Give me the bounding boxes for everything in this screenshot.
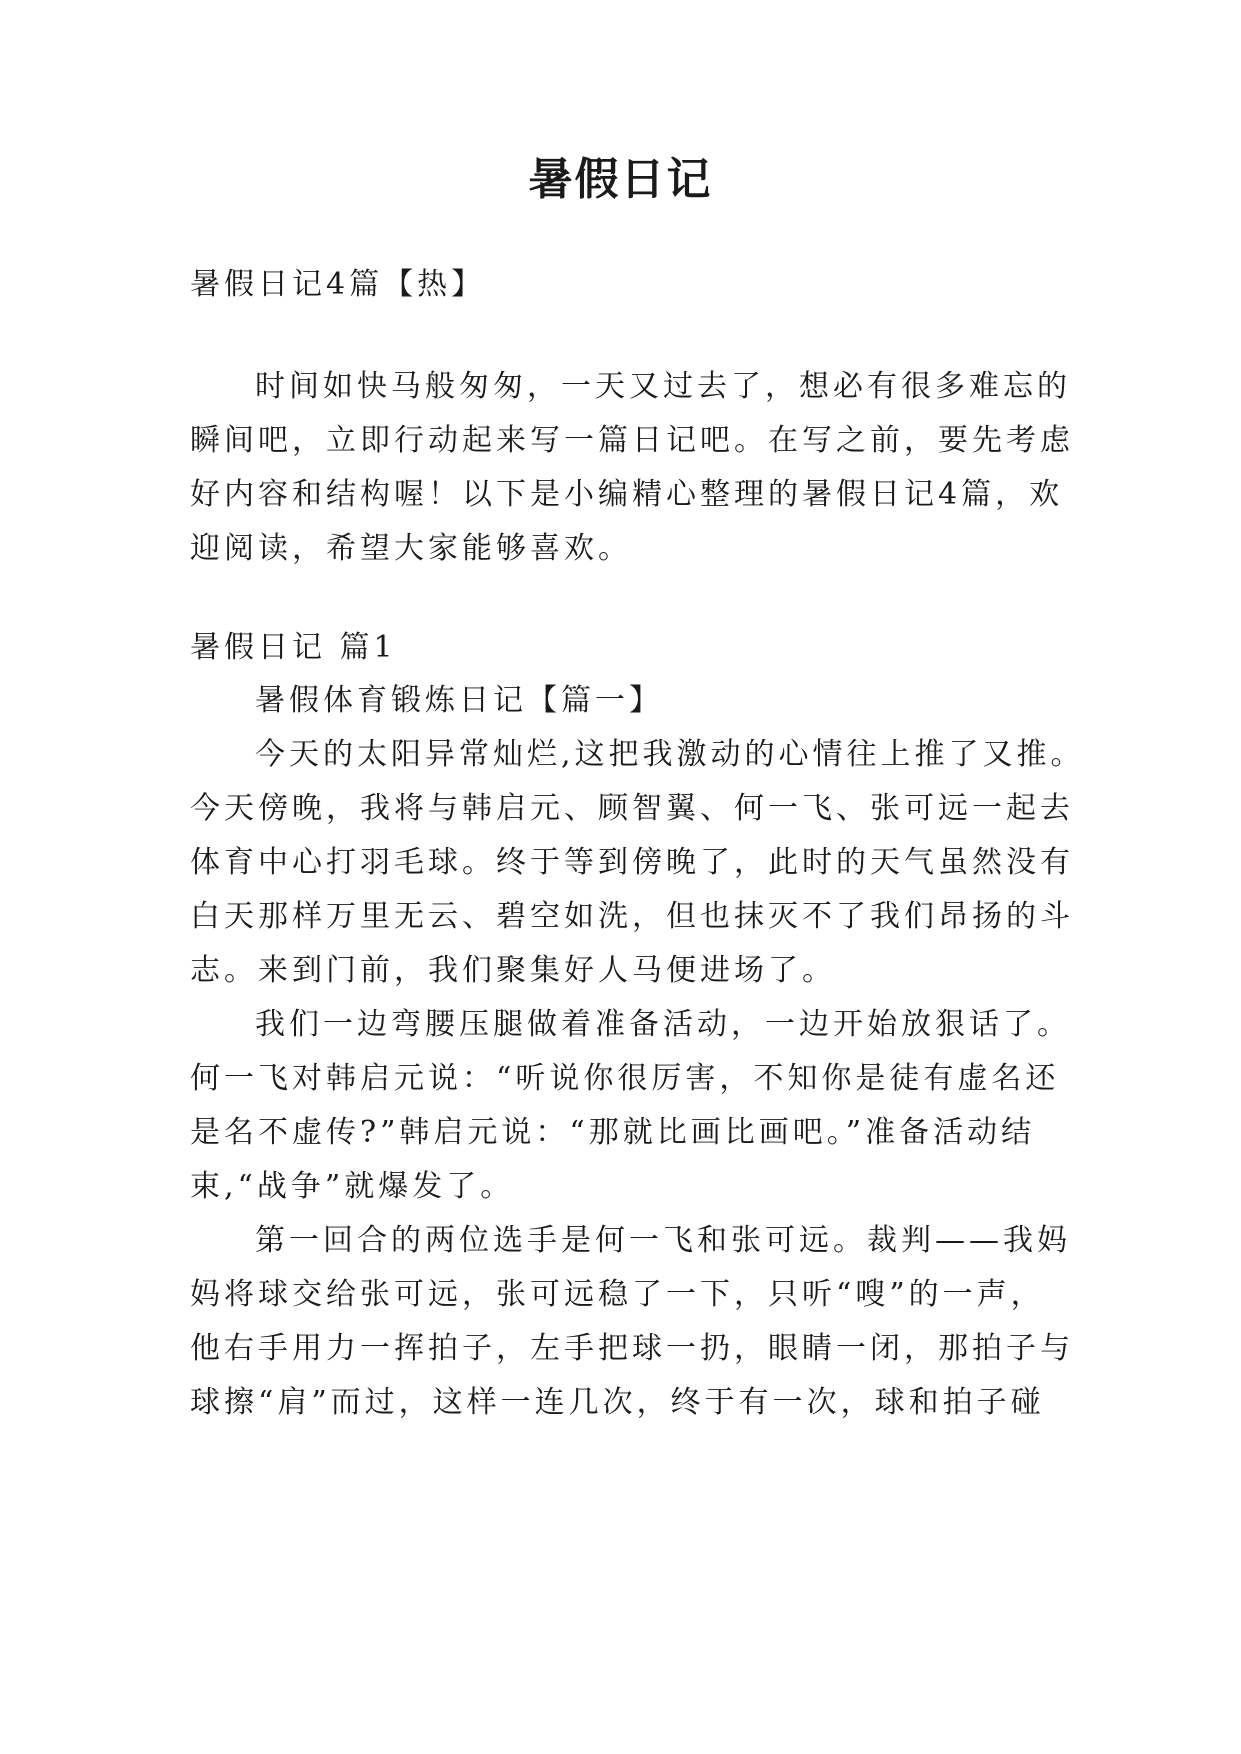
paragraph-line: 束,“战争”就爆发了。 (190, 1169, 515, 1204)
intro-line: 迎阅读，希望大家能够喜欢。 (190, 531, 632, 566)
paragraph-line: 何一飞对韩启元说：“听说你很厉害，不知你是徒有虚名还 (190, 1061, 1060, 1096)
paragraph-line: 是名不虚传?”韩启元说：“那就比画比画吧。”准备活动结 (190, 1115, 1036, 1150)
article-title: 暑假体育锻炼日记【篇一】 (255, 683, 663, 718)
section-heading: 暑假日记 篇1 (190, 630, 397, 665)
paragraph-line: 球擦“肩”而过，这样一连几次，终于有一次，球和拍子碰 (190, 1385, 1045, 1420)
paragraph-line: 白天那样万里无云、碧空如洗，但也抹灭不了我们昂扬的斗 (190, 899, 1074, 934)
document-subtitle: 暑假日记4篇【热】 (190, 267, 486, 302)
paragraph-line: 今天的太阳异常灿烂,这把我激动的心情往上推了又推。 (255, 737, 1085, 772)
paragraph-line: 体育中心打羽毛球。终于等到傍晚了，此时的天气虽然没有 (190, 845, 1074, 880)
intro-line: 时间如快马般匆匆，一天又过去了，想必有很多难忘的 (255, 369, 1071, 404)
paragraph-line: 他右手用力一挥拍子，左手把球一扔，眼睛一闭，那拍子与 (190, 1331, 1074, 1366)
paragraph-line: 志。来到门前，我们聚集好人马便进场了。 (190, 953, 836, 988)
paragraph-line: 第一回合的两位选手是何一飞和张可远。裁判——我妈 (255, 1223, 1071, 1258)
intro-line: 好内容和结构喔！以下是小编精心整理的暑假日记4篇，欢 (190, 477, 1064, 512)
paragraph-line: 妈将球交给张可远，张可远稳了一下，只听“嗖”的一声， (190, 1277, 1045, 1312)
document-title: 暑假日记 (528, 154, 713, 205)
paragraph-line: 今天傍晚，我将与韩启元、顾智翼、何一飞、张可远一起去 (190, 791, 1074, 826)
paragraph-line: 我们一边弯腰压腿做着准备活动，一边开始放狠话了。 (255, 1007, 1071, 1042)
intro-line: 瞬间吧，立即行动起来写一篇日记吧。在写之前，要先考虑 (190, 423, 1074, 458)
